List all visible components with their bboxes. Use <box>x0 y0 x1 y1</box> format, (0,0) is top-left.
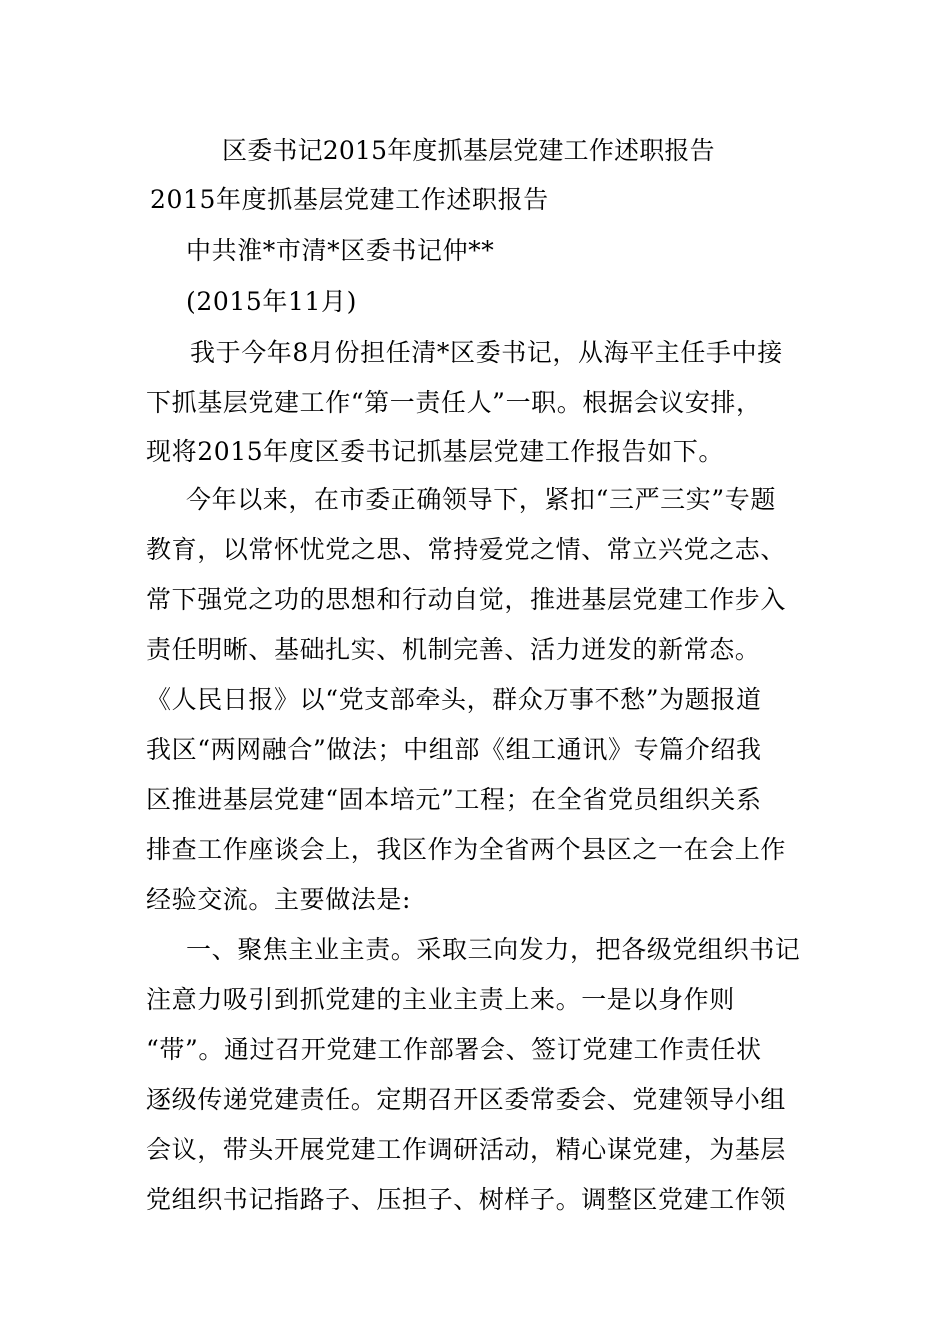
paragraph-line: 逐级传递党建责任。定期召开区委常委会、党建领导小组 <box>146 1085 787 1114</box>
paragraph-line: 经验交流。主要做法是: <box>146 885 412 914</box>
document-subtitle: 2015年度抓基层党建工作述职报告 <box>150 185 549 214</box>
paragraph-line: 党组织书记指路子、压担子、树样子。调整区党建工作领 <box>146 1185 787 1214</box>
paragraph-line: 教育，以常怀忧党之思、常持爱党之情、常立兴党之志、 <box>146 535 787 564</box>
paragraph-line: 现将2015年度区委书记抓基层党建工作报告如下。 <box>146 437 725 466</box>
document-title: 区委书记2015年度抓基层党建工作述职报告 <box>222 136 715 165</box>
paragraph-line: 责任明晰、基础扎实、机制完善、活力迸发的新常态。 <box>146 635 761 664</box>
author-line: 中共淮*市清*区委书记仲** <box>186 236 495 265</box>
paragraph-line: 一、聚焦主业主责。采取三向发力，把各级党组织书记 <box>186 935 801 964</box>
paragraph-line: 今年以来，在市委正确领导下，紧扣“三严三实”专题 <box>186 485 776 514</box>
paragraph-line: 《人民日报》以“党支部牵头，群众万事不愁”为题报道 <box>146 685 762 714</box>
paragraph-line: 我于今年8月份担任清*区委书记，从海平主任手中接 <box>190 338 783 367</box>
paragraph-line: 下抓基层党建工作“第一责任人”一职。根据会议安排， <box>146 388 762 417</box>
paragraph-line: 会议，带头开展党建工作调研活动，精心谋党建，为基层 <box>146 1135 787 1164</box>
paragraph-line: 常下强党之功的思想和行动自觉，推进基层党建工作步入 <box>146 585 787 614</box>
date-line: (2015年11月) <box>186 287 357 316</box>
paragraph-line: 注意力吸引到抓党建的主业主责上来。一是以身作则 <box>146 985 735 1014</box>
paragraph-line: 排查工作座谈会上，我区作为全省两个县区之一在会上作 <box>146 835 787 864</box>
paragraph-line: “带”。通过召开党建工作部署会、签订党建工作责任状 <box>146 1035 762 1064</box>
paragraph-line: 我区“两网融合”做法；中组部《组工通讯》专篇介绍我 <box>146 735 762 764</box>
paragraph-line: 区推进基层党建“固本培元”工程；在全省党员组织关系 <box>146 785 762 814</box>
